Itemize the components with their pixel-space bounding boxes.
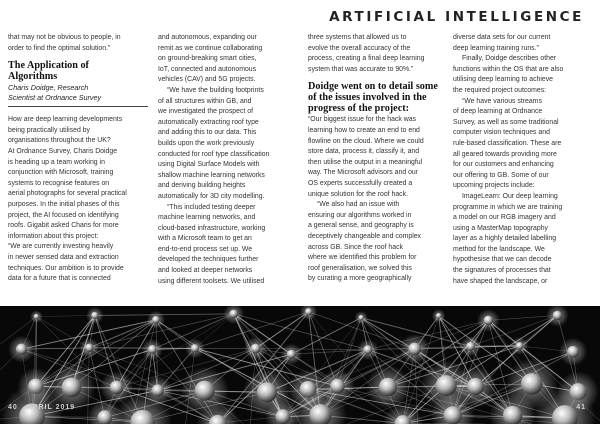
section-title: ARTIFICIAL INTELLIGENCE: [329, 9, 584, 25]
text-line: ImageLearn: Our deep learning: [462, 192, 558, 200]
text-line: we investigated the prospect of: [158, 108, 253, 116]
text-line: conjunction with Microsoft, training: [8, 169, 114, 177]
text-line: where we identified this problem for: [308, 254, 417, 262]
text-line: computer vision techniques and: [453, 129, 550, 137]
text-line: utilising deep learning to achieve: [453, 76, 553, 84]
network-node: [275, 409, 290, 424]
connection-line: [256, 349, 368, 350]
text-line: by curating a more geographically: [308, 275, 412, 283]
text-line: aerial photographs for several practical: [8, 190, 127, 198]
connection-line: [291, 350, 367, 355]
text-line: being practically utilised by: [8, 126, 90, 134]
text-line: roof generalisation, we solved this: [308, 264, 412, 272]
text-line: our offering to GB. Some of our: [453, 171, 549, 179]
network-node: [229, 310, 238, 319]
text-line: a model on our RGB imagery and: [453, 214, 556, 222]
text-line: of deep learning at Ordnance: [453, 108, 543, 116]
text-line: flowline on the cloud. Where we could: [308, 137, 424, 145]
column-1: [8, 33, 148, 285]
neural-network-illustration: [0, 306, 600, 424]
body-paragraph: [453, 33, 593, 54]
text-line: functions within the OS that are also: [453, 65, 564, 73]
body-paragraph: [453, 54, 593, 96]
subheading-issues: [308, 81, 448, 114]
network-node: [148, 345, 157, 354]
connection-line: [36, 315, 94, 316]
text-line: organisations throughout the UK?: [8, 137, 111, 145]
network-node: [62, 377, 82, 397]
text-line: Doidge went on to detail some: [308, 81, 438, 93]
text-line: The Application of: [8, 60, 89, 72]
network-node: [358, 315, 364, 321]
text-line: store data, process it, classify it, and: [308, 148, 420, 156]
body-paragraph: [158, 86, 298, 203]
body-paragraph: [158, 203, 298, 288]
body-paragraph: [158, 33, 298, 86]
network-node: [91, 312, 98, 319]
text-line: “We are currently investing heavily: [8, 243, 114, 251]
text-line: systems to recognise features on: [8, 179, 110, 187]
text-line: deep learning training runs.”: [453, 44, 539, 52]
text-line: automatically extracting roof type: [158, 118, 259, 126]
text-line: Algorithms: [8, 71, 58, 83]
network-node: [287, 350, 296, 359]
byline: [8, 83, 148, 103]
text-line: rule-based classification. These are: [453, 139, 562, 147]
text-line: three systems that allowed us to: [308, 34, 407, 41]
network-node: [408, 343, 421, 356]
text-line: remit as we continue collaborating: [158, 44, 263, 52]
network-node: [257, 382, 277, 402]
network-node: [484, 316, 493, 325]
column-4: [453, 33, 593, 287]
text-line: project, the AI focused on identifying: [8, 211, 119, 219]
page-number-left: 40: [8, 404, 18, 411]
text-line: Survey, as well as some traditional: [453, 118, 559, 126]
subheading-application-of-algorithms: [8, 60, 148, 82]
text-line: data for a future that is connected: [8, 275, 111, 283]
network-node: [330, 379, 345, 394]
text-line: and looked at deeper networks: [158, 267, 253, 275]
text-line: “We also had an issue with: [317, 201, 400, 209]
text-line: in newer sensed data and extraction: [8, 253, 119, 261]
folio-left: [8, 404, 75, 411]
text-line: deceptively changeable and complex: [308, 232, 422, 240]
text-line: How are deep learning developments: [8, 116, 123, 124]
text-line: using a MasterMap topography: [453, 224, 548, 232]
network-node: [110, 381, 124, 395]
connection-line: [95, 314, 234, 316]
network-graphic: [0, 306, 600, 424]
intro-paragraph: [8, 33, 148, 54]
text-line: progress of the project:: [308, 103, 410, 115]
text-line: using different toolsets. We utilised: [158, 277, 265, 285]
text-line: At Ordnance Survey, Charis Doidge: [8, 147, 118, 155]
issue-date: APRIL 2019: [26, 404, 76, 411]
text-line: conducted for roof type classification: [158, 150, 270, 158]
text-line: diverse data sets for our current: [453, 34, 551, 41]
network-node: [305, 308, 312, 315]
column-2: [158, 33, 298, 287]
text-line: a general sense, and geography is: [308, 222, 414, 230]
network-node: [516, 342, 524, 350]
network-node: [521, 373, 542, 394]
body-paragraph: [453, 192, 593, 287]
text-line: hypothesise that we can decode: [453, 256, 552, 264]
text-line: Scientist at Ordnance Survey: [8, 93, 102, 103]
text-line: “This included testing deeper: [167, 203, 256, 211]
text-line: cloud-based infrastructure, working: [158, 224, 266, 232]
network-node: [466, 342, 475, 351]
text-line: “We have the building footprints: [167, 86, 264, 94]
network-node: [444, 406, 462, 424]
text-line: then utilise the output in a meaningful: [308, 158, 423, 166]
text-line: method for the landscape. We: [453, 245, 545, 253]
text-line: end-to-end process set up. We: [158, 245, 253, 253]
text-line: developed the techniques further: [158, 256, 259, 264]
network-node: [34, 314, 39, 319]
network-node: [567, 346, 579, 358]
network-node: [436, 313, 442, 319]
text-line: process, creating a final deep learning: [308, 55, 425, 63]
text-line: roofs. Gigabit asked Charis for more: [8, 222, 119, 230]
network-node: [363, 345, 372, 354]
text-line: the signatures of processes that: [453, 267, 551, 275]
text-line: IoT, connected and autonomous: [158, 65, 257, 73]
text-line: for our customers and enhancing: [453, 161, 554, 169]
text-line: “We have various streams: [462, 97, 542, 105]
network-node: [467, 378, 484, 395]
network-node: [251, 344, 261, 354]
text-line: learning how to create an end to end: [308, 126, 420, 134]
text-line: that may not be obvious to people, in: [8, 34, 121, 41]
text-line: and deriving building heights: [158, 182, 246, 190]
column-3: [308, 33, 448, 285]
network-node: [553, 311, 562, 320]
text-line: all geared towards providing more: [453, 150, 557, 158]
text-line: upcoming projects include:: [453, 182, 535, 190]
text-line: Finally, Doidge describes other: [462, 55, 557, 63]
text-line: shallow machine learning networks: [158, 171, 265, 179]
text-line: have shaped the landscape, or: [453, 277, 548, 285]
text-line: the required project outcomes:: [453, 86, 547, 94]
text-line: vehicles (CAV) and 5G projects.: [158, 76, 256, 84]
text-line: purposes. In the initial phases of this: [8, 200, 120, 208]
text-line: techniques. Our ambition is to provide: [8, 264, 124, 272]
page-number-right: 41: [576, 404, 586, 411]
text-line: evolve the overall accuracy of the: [308, 44, 411, 52]
text-line: and adding this to our data. This: [158, 129, 257, 137]
body-paragraph: [308, 33, 448, 75]
text-line: machine learning networks, and: [158, 214, 256, 222]
text-line: information about this project:: [8, 232, 99, 240]
text-line: ensuring our algorithms worked in: [308, 211, 412, 219]
text-line: unique solution for the roof hack.: [308, 190, 408, 198]
network-node: [379, 378, 397, 396]
text-line: OS experts successfully created a: [308, 179, 413, 187]
text-line: “Our biggest issue for the hack was: [308, 116, 417, 124]
network-node: [191, 344, 199, 352]
divider: [8, 106, 148, 107]
text-line: is heading up a team working in: [8, 158, 105, 166]
text-line: system that was accurate to 90%.”: [308, 65, 414, 73]
network-node: [85, 344, 93, 352]
text-line: order to find the optimal solution.”: [8, 44, 111, 52]
network-node: [16, 344, 27, 355]
text-line: of the issues involved in the: [308, 92, 427, 104]
text-line: with a Microsoft team to get an: [158, 235, 252, 243]
text-line: of all structures within GB, and: [158, 97, 252, 105]
text-line: on ground-breaking smart cities,: [158, 55, 257, 63]
text-line: across GB. Since the roof hack: [308, 243, 403, 251]
text-line: builds upon the work previously: [158, 139, 255, 147]
network-node: [195, 381, 215, 401]
network-node: [152, 316, 160, 324]
text-line: layer as a highly detailed labelling: [453, 235, 557, 243]
text-line: way. The Microsoft advisors and our: [308, 169, 419, 177]
body-paragraph: [453, 97, 593, 192]
body-paragraph: [308, 115, 448, 200]
text-line: automatically for 3D city modelling.: [158, 192, 265, 200]
network-node: [152, 384, 164, 396]
text-line: using Digital Surface Models with: [158, 161, 260, 169]
text-line: and autonomous, expanding our: [158, 34, 257, 41]
network-node: [436, 375, 457, 396]
text-line: Charis Doidge, Research: [8, 83, 89, 93]
body-paragraph: [8, 115, 148, 285]
body-paragraph: [308, 200, 448, 285]
text-line: programme in which we are training: [453, 203, 563, 211]
